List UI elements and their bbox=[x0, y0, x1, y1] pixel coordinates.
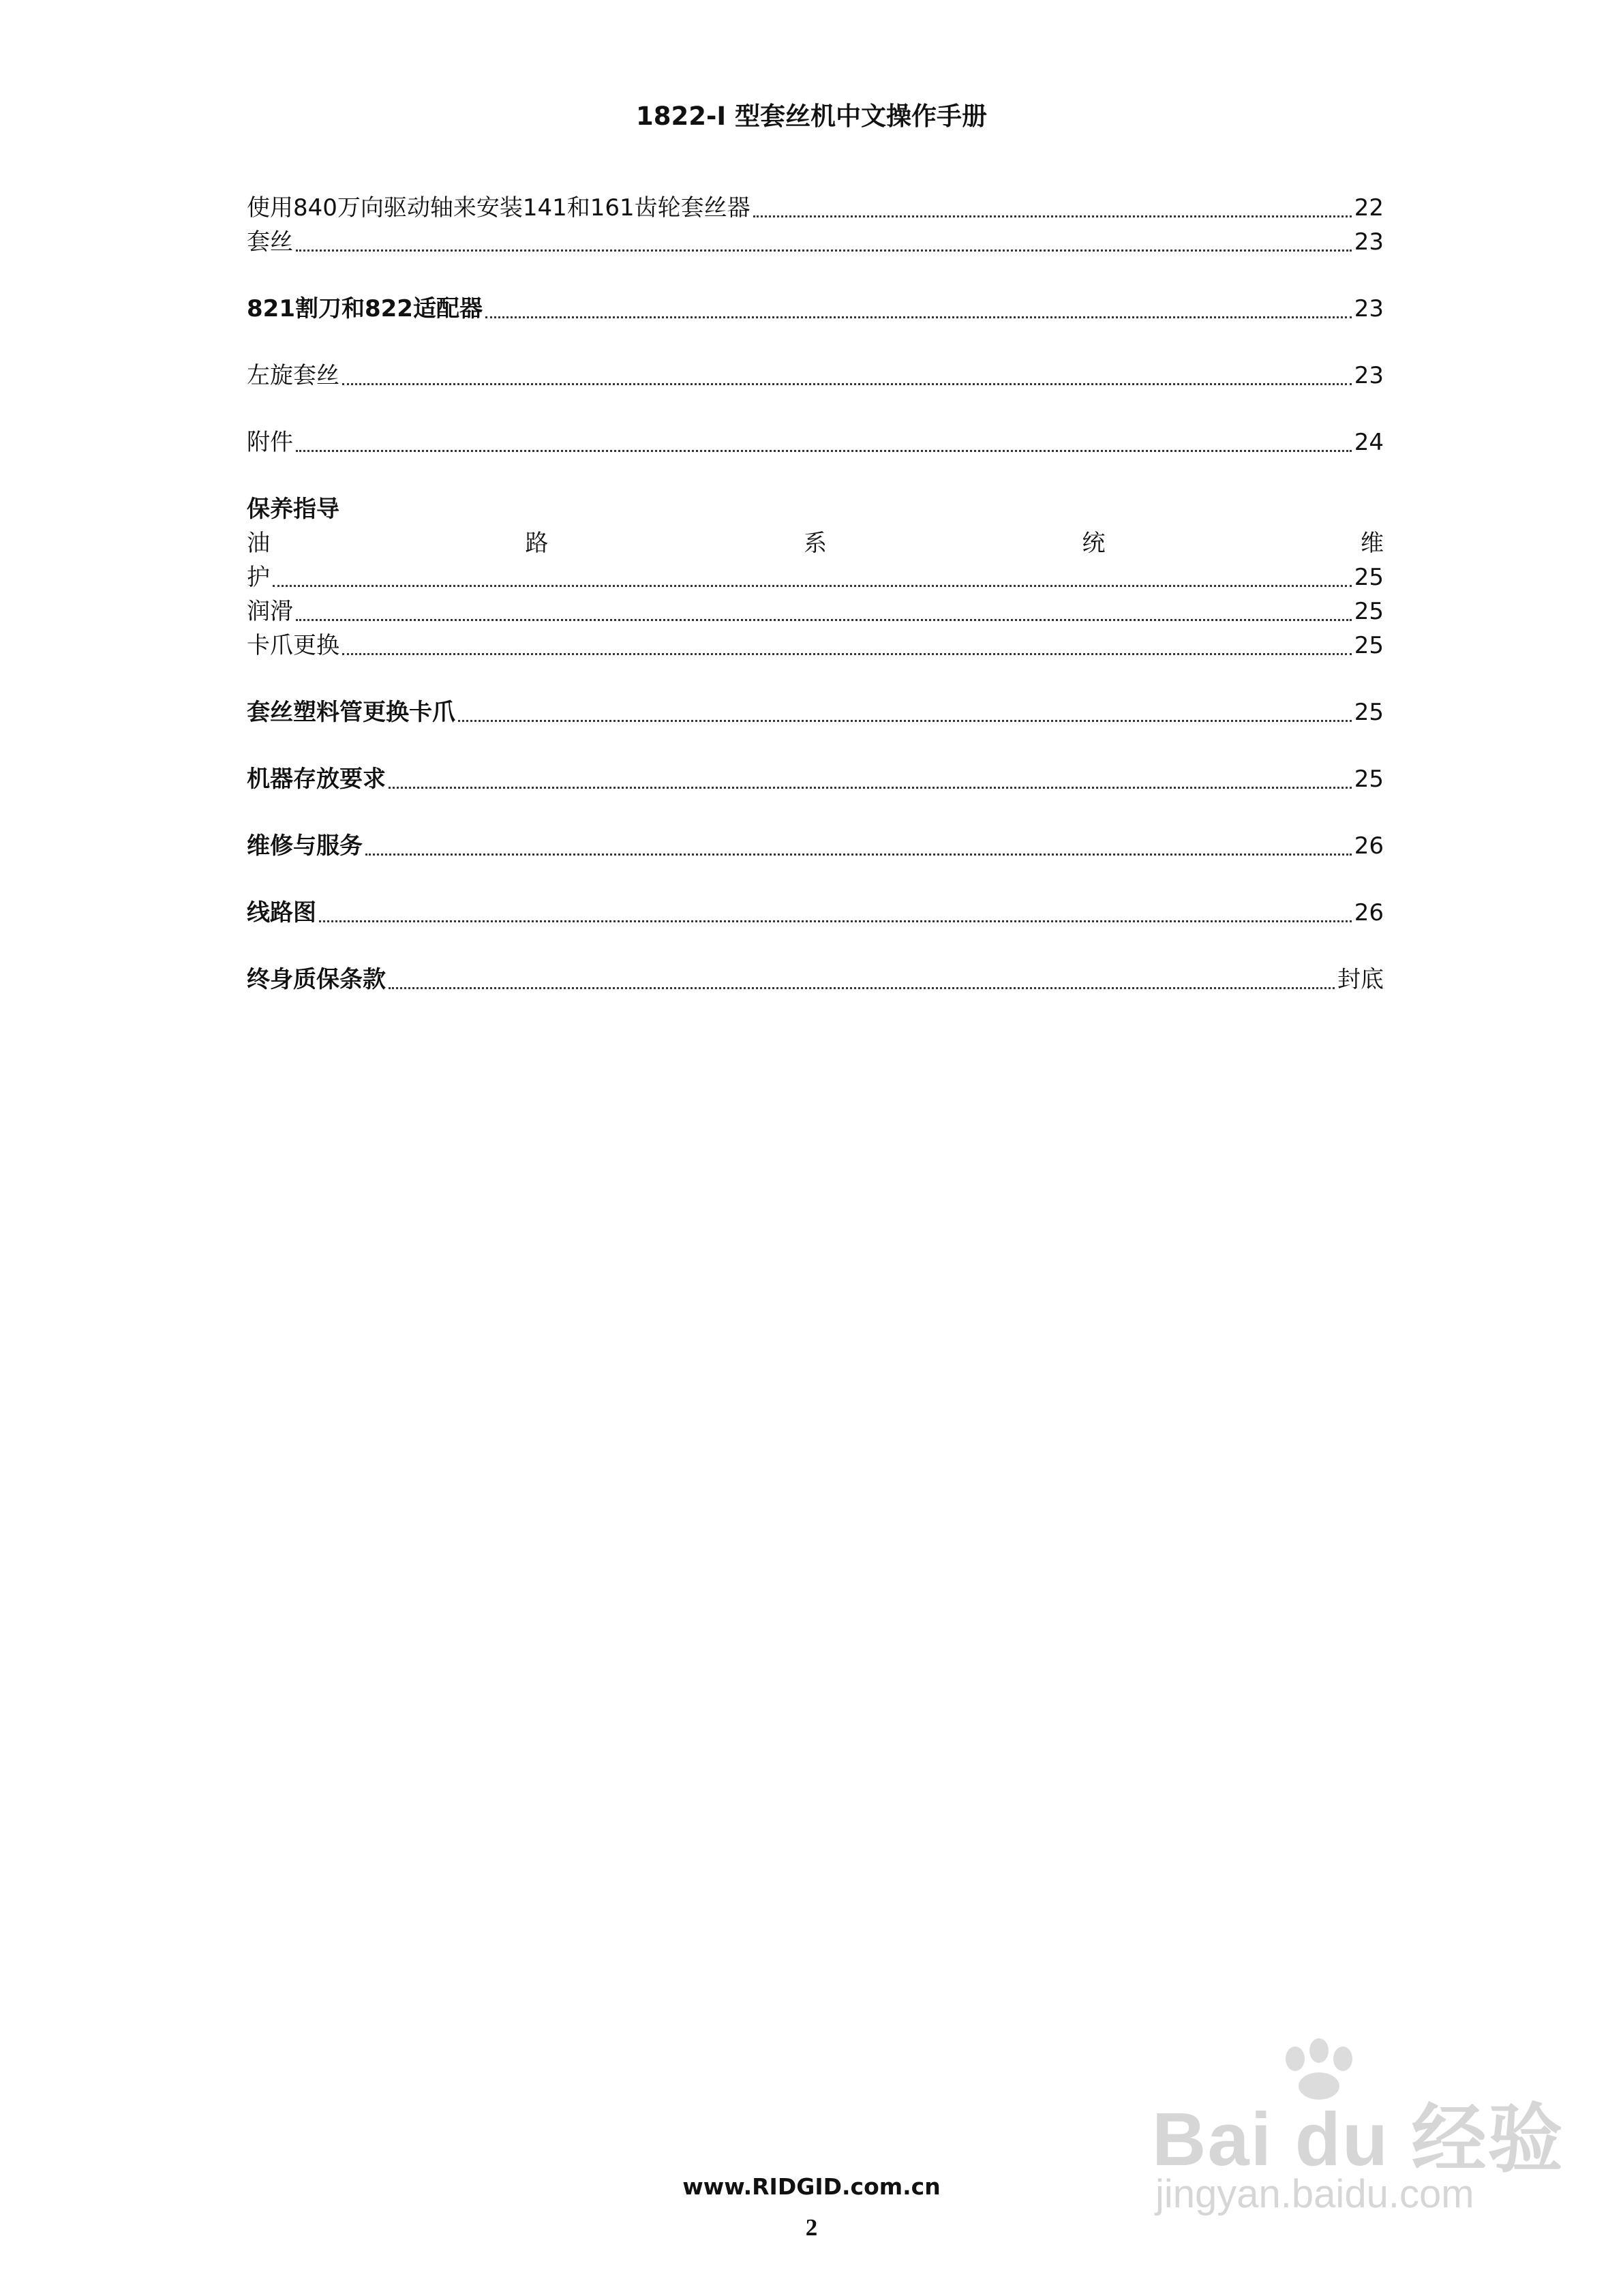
dot-leader bbox=[365, 854, 1352, 856]
page-number: 2 bbox=[805, 2214, 818, 2241]
section-heading: 保养指导 bbox=[247, 496, 339, 523]
toc-entry-page: 25 bbox=[1354, 564, 1384, 591]
spread-text-row bbox=[247, 526, 1384, 560]
toc-entry-label: 线路图 bbox=[247, 899, 316, 926]
dot-leader bbox=[342, 383, 1352, 385]
toc-entry bbox=[247, 359, 1384, 393]
toc-entry-label: 护 bbox=[247, 564, 270, 591]
toc-entry bbox=[247, 191, 1384, 225]
toc-entry bbox=[247, 896, 1384, 930]
dot-leader bbox=[296, 450, 1352, 452]
toc-entry-label: 卡爪更换 bbox=[247, 632, 339, 659]
toc-entry-label: 附件 bbox=[247, 429, 293, 456]
toc-entry-page: 24 bbox=[1354, 429, 1384, 456]
toc-entry-label: 机器存放要求 bbox=[247, 766, 386, 793]
toc-entry bbox=[247, 560, 1384, 594]
toc-entry-page: 26 bbox=[1354, 832, 1384, 860]
toc-entry-page: 26 bbox=[1354, 899, 1384, 926]
toc-entry-page: 25 bbox=[1354, 598, 1384, 625]
toc-entry-page: 25 bbox=[1354, 632, 1384, 659]
spread-char: 路 bbox=[525, 530, 549, 557]
footer-url: www.RIDGID.com.cn bbox=[682, 2173, 941, 2200]
toc-entry-label: 维修与服务 bbox=[247, 832, 363, 860]
dot-leader bbox=[389, 787, 1352, 789]
toc-entry-label: 润滑 bbox=[247, 598, 293, 625]
dot-leader bbox=[296, 250, 1352, 252]
toc-entry-label: 左旋套丝 bbox=[247, 362, 339, 389]
toc-entry bbox=[247, 225, 1384, 259]
toc-entry bbox=[247, 425, 1384, 459]
dot-leader bbox=[389, 987, 1335, 989]
toc-entry-page: 23 bbox=[1354, 362, 1384, 389]
toc-entry-page: 23 bbox=[1354, 228, 1384, 256]
spread-char: 油 bbox=[247, 530, 270, 557]
toc-entry bbox=[247, 292, 1384, 326]
toc-entry-page: 25 bbox=[1354, 699, 1384, 726]
toc-entry bbox=[247, 629, 1384, 663]
dot-leader bbox=[753, 215, 1352, 217]
toc-entry-page: 25 bbox=[1354, 766, 1384, 793]
page-title: 1822-I 型套丝机中文操作手册 bbox=[636, 102, 987, 131]
toc-entry-label: 使用840万向驱动轴来安装141和161齿轮套丝器 bbox=[247, 194, 750, 222]
dot-leader bbox=[273, 585, 1352, 587]
toc-entry-page: 22 bbox=[1354, 194, 1384, 222]
spread-char: 系 bbox=[804, 530, 827, 557]
dot-leader bbox=[296, 619, 1352, 621]
dot-leader bbox=[342, 653, 1352, 655]
toc-entry-label: 套丝 bbox=[247, 228, 293, 256]
toc-entry-label: 套丝塑料管更换卡爪 bbox=[247, 699, 455, 726]
toc-entry-page: 23 bbox=[1354, 295, 1384, 322]
toc-entry-label: 终身质保条款 bbox=[247, 966, 386, 993]
toc-entry bbox=[247, 594, 1384, 629]
toc-entry bbox=[247, 695, 1384, 729]
dot-leader bbox=[319, 920, 1352, 922]
watermark-brand: Bai du 经验 bbox=[1152, 2098, 1564, 2181]
spread-char: 维 bbox=[1361, 530, 1384, 557]
watermark-url: jingyan.baidu.com bbox=[1155, 2172, 1474, 2216]
spread-char: 统 bbox=[1082, 530, 1106, 557]
toc-entry-page: 封底 bbox=[1337, 966, 1384, 993]
toc-entry bbox=[247, 963, 1384, 997]
toc-entry bbox=[247, 829, 1384, 863]
dot-leader bbox=[458, 720, 1352, 722]
toc-entry bbox=[247, 762, 1384, 796]
table-of-contents bbox=[247, 191, 1384, 997]
dot-leader bbox=[485, 316, 1352, 318]
toc-entry-label: 821割刀和822适配器 bbox=[247, 295, 483, 322]
